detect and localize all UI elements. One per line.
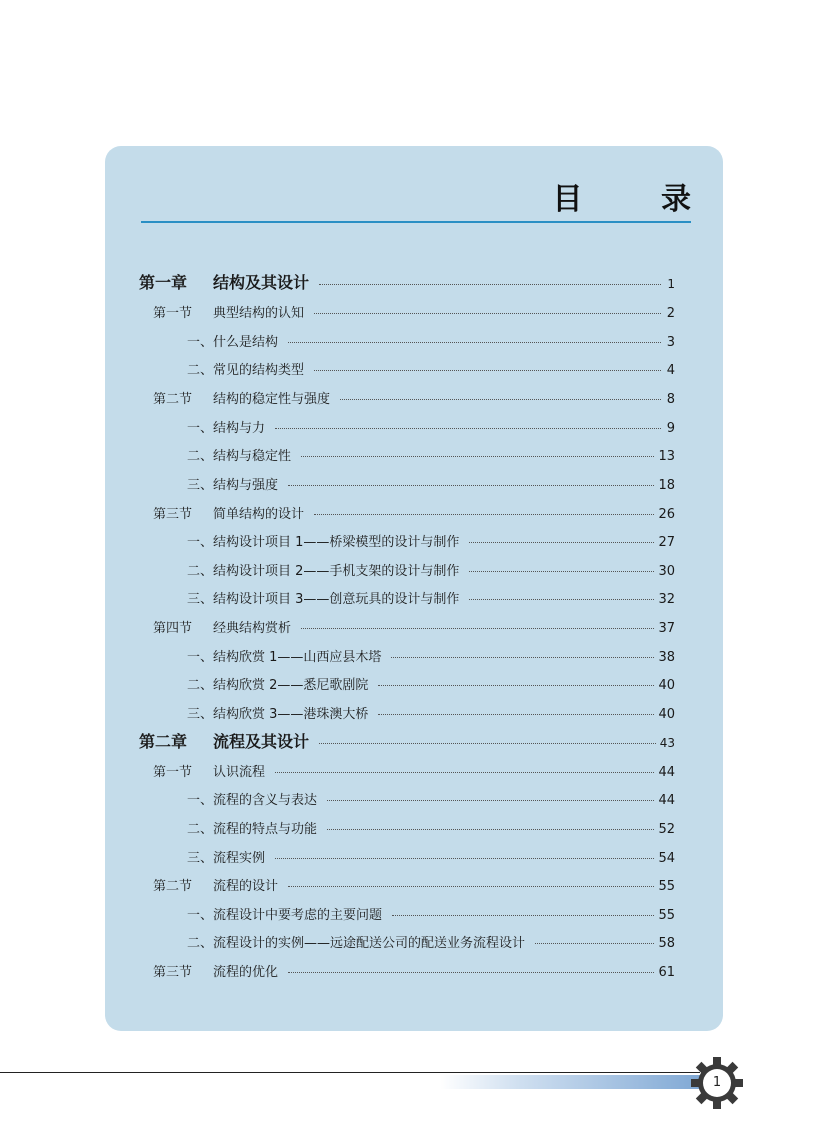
toc-entry-page: 30 — [658, 564, 675, 579]
toc-section[interactable] — [153, 961, 675, 980]
footer-line — [0, 1072, 700, 1073]
toc-entry-page: 18 — [658, 478, 675, 493]
toc-entry-label: 二、结构欣赏 2——悉尼歌剧院 — [187, 678, 369, 693]
toc-entry-page: 4 — [666, 363, 675, 378]
toc-chapter[interactable] — [139, 270, 675, 293]
toc-entry-page: 44 — [658, 765, 675, 780]
dot-leader — [288, 885, 654, 887]
toc-entry-page: 61 — [658, 965, 675, 980]
toc-subsection[interactable] — [187, 932, 675, 951]
toc-entry-page: 40 — [658, 707, 675, 722]
toc-entry-page: 37 — [658, 621, 675, 636]
toc-subsection[interactable] — [187, 474, 675, 493]
toc-section[interactable] — [153, 875, 675, 894]
toc-entry-page: 40 — [658, 678, 675, 693]
toc-entry-number: 第二节 — [153, 392, 193, 407]
dot-leader — [314, 312, 661, 314]
toc-entry-number: 第三节 — [153, 965, 193, 980]
toc-entry-page: 2 — [666, 306, 675, 321]
footer-gradient-bar — [440, 1075, 705, 1089]
toc-subsection[interactable] — [187, 818, 675, 837]
toc-entry-label: 结构的稳定性与强度 — [213, 392, 331, 407]
dot-leader — [288, 484, 654, 486]
dot-leader — [288, 341, 661, 343]
toc-subsection[interactable] — [187, 703, 675, 722]
toc-section[interactable] — [153, 302, 675, 321]
toc-entry-label: 二、流程的特点与功能 — [187, 822, 318, 837]
toc-subsection[interactable] — [187, 904, 675, 923]
toc-entry-page: 54 — [658, 851, 675, 866]
toc-panel — [105, 146, 723, 1031]
dot-leader — [378, 684, 654, 686]
toc-entry-page: 13 — [658, 449, 675, 464]
toc-entry-number: 第二章 — [139, 732, 188, 751]
toc-entry-label: 二、结构设计项目 2——手机支架的设计与制作 — [187, 564, 460, 579]
toc-entry-label: 一、结构与力 — [187, 421, 266, 436]
dot-leader — [378, 713, 654, 715]
toc-entry-label: 三、结构与强度 — [187, 478, 279, 493]
toc-entry-number: 第一节 — [153, 306, 193, 321]
toc-entry-label: 结构及其设计 — [213, 273, 310, 292]
toc-entry-label: 简单结构的设计 — [213, 507, 305, 522]
toc-entry-label: 一、什么是结构 — [187, 335, 279, 350]
toc-entry-label: 流程的优化 — [213, 965, 279, 980]
toc-section[interactable] — [153, 503, 675, 522]
title-rule — [141, 221, 691, 223]
dot-leader — [535, 942, 654, 944]
dot-leader — [301, 455, 654, 457]
toc-entry-label: 三、结构设计项目 3——创意玩具的设计与制作 — [187, 592, 460, 607]
toc-entry-page: 8 — [666, 392, 675, 407]
toc-entry-number: 第四节 — [153, 621, 193, 636]
toc-subsection[interactable] — [187, 789, 675, 808]
dot-leader — [319, 742, 656, 744]
dot-leader — [327, 799, 654, 801]
toc-entry-label: 典型结构的认知 — [213, 306, 305, 321]
toc-entry-page: 3 — [666, 335, 675, 350]
dot-leader — [340, 398, 661, 400]
toc-entry-label: 三、流程实例 — [187, 851, 266, 866]
toc-entry-page: 55 — [658, 879, 675, 894]
toc-subsection[interactable] — [187, 646, 675, 665]
toc-entry-label: 流程及其设计 — [213, 732, 310, 751]
toc-entry-label: 一、结构欣赏 1——山西应县木塔 — [187, 650, 382, 665]
toc-entry-label: 二、流程设计的实例——远途配送公司的配送业务流程设计 — [187, 936, 526, 951]
toc-subsection[interactable] — [187, 331, 675, 350]
toc-entry-label: 一、流程设计中要考虑的主要问题 — [187, 908, 383, 923]
toc-entry-label: 经典结构赏析 — [213, 621, 292, 636]
dot-leader — [392, 914, 654, 916]
toc-entry-label: 二、结构与稳定性 — [187, 449, 292, 464]
toc-subsection[interactable] — [187, 417, 675, 436]
dot-leader — [319, 283, 661, 285]
dot-leader — [391, 656, 654, 658]
toc-entry-page: 9 — [666, 421, 675, 436]
toc-entry-page: 1 — [667, 277, 675, 291]
toc-entry-label: 一、结构设计项目 1——桥梁模型的设计与制作 — [187, 535, 460, 550]
toc-entry-page: 44 — [658, 793, 675, 808]
toc-entry-label: 流程的设计 — [213, 879, 279, 894]
toc-entry-page: 55 — [658, 908, 675, 923]
toc-section[interactable] — [153, 617, 675, 636]
toc-entry-label: 认识流程 — [213, 765, 266, 780]
toc-entry-number: 第一节 — [153, 765, 193, 780]
dot-leader — [275, 771, 654, 773]
toc-entry-label: 一、流程的含义与表达 — [187, 793, 318, 808]
dot-leader — [469, 598, 654, 600]
dot-leader — [469, 570, 654, 572]
dot-leader — [275, 857, 654, 859]
dot-leader — [327, 828, 654, 830]
toc-subsection[interactable] — [187, 588, 675, 607]
toc-title: 目 录 — [552, 182, 725, 217]
dot-leader — [469, 541, 654, 543]
toc-entry-page: 43 — [659, 736, 675, 750]
toc-entry-page: 26 — [658, 507, 675, 522]
toc-entry-page: 52 — [658, 822, 675, 837]
dot-leader — [314, 369, 661, 371]
dot-leader — [275, 427, 661, 429]
dot-leader — [314, 513, 654, 515]
dot-leader — [288, 971, 654, 973]
toc-entry-label: 二、常见的结构类型 — [187, 363, 305, 378]
toc-entry-number: 第一章 — [139, 273, 188, 292]
toc-subsection[interactable] — [187, 674, 675, 693]
toc-entry-number: 第二节 — [153, 879, 193, 894]
toc-subsection[interactable] — [187, 531, 675, 550]
toc-entry-label: 三、结构欣赏 3——港珠澳大桥 — [187, 707, 369, 722]
toc-entry-page: 27 — [658, 535, 675, 550]
dot-leader — [301, 627, 654, 629]
page-number: 1 — [712, 1075, 722, 1090]
toc-entry-number: 第三节 — [153, 507, 193, 522]
toc-entry-page: 58 — [658, 936, 675, 951]
toc-section[interactable] — [153, 761, 675, 780]
toc-subsection[interactable] — [187, 560, 675, 579]
toc-entry-page: 38 — [658, 650, 675, 665]
toc-subsection[interactable] — [187, 445, 675, 464]
toc-subsection[interactable] — [187, 847, 675, 866]
toc-entry-page: 32 — [658, 592, 675, 607]
toc-section[interactable] — [153, 388, 675, 407]
toc-chapter[interactable] — [139, 729, 675, 752]
toc-subsection[interactable] — [187, 359, 675, 378]
